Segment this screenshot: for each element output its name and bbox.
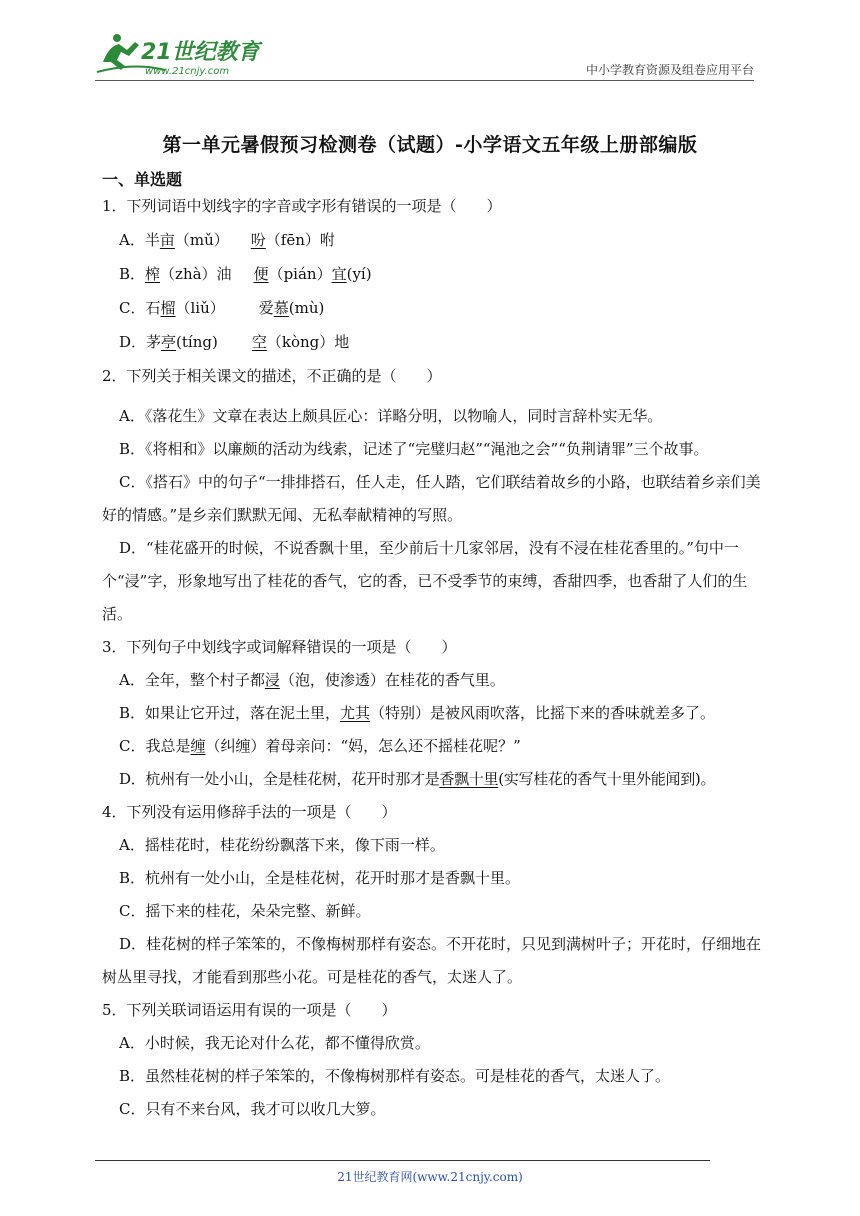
- question-3-option-c: C．我总是缠（纠缠）着母亲问：“妈，怎么还不摇桂花呢？”: [119, 737, 521, 755]
- question-4-option-c: C．摇下来的桂花，朵朵完整、新鲜。: [119, 902, 371, 920]
- svg-text:21世纪教育: 21世纪教育: [141, 40, 260, 65]
- question-4-option-a: A．摇桂花时，桂花纷纷飘落下来，像下雨一样。: [119, 836, 445, 854]
- page-title: 第一单元暑假预习检测卷（试题）-小学语文五年级上册部编版: [162, 134, 698, 156]
- question-5-option-a: A．小时候，我无论对什么花，都不懂得欣赏。: [119, 1034, 430, 1052]
- site-logo: [95, 32, 265, 80]
- question-5-option-b: B．虽然桂花树的样子笨笨的，不像梅树那样有姿态。可是桂花的香气，太迷人了。: [119, 1067, 671, 1085]
- question-4-option-b: B．杭州有一处小山，全是桂花树，花开时那才是香飘十里。: [119, 869, 521, 887]
- question-2-option-b: B．《将相和》以廉颇的活动为线索，记述了“完璧归赵”“渑池之会”“负荆请罪”三个故事。: [119, 440, 709, 458]
- question-2-option-c: C．《搭石》中的句子“一排排搭石，任人走，任人踏，它们联结着故乡的小路，也联结着乡亲们美好的情感。”是乡亲们默默无闻、无私奉献精神的写照。: [102, 473, 761, 524]
- header-divider: [95, 80, 754, 81]
- question-2-stem: 2．下列关于相关课文的描述，不正确的是（ ）: [102, 367, 442, 385]
- question-4-option-d: D．桂花树的样子笨笨的，不像梅树那样有姿态。不开花时，只见到满树叶子；开花时，仔细地在树丛里寻找，才能看到那些小花。可是桂花的香气，太迷人了。: [102, 935, 762, 986]
- platform-name: 中小学教育资源及组卷应用平台: [585, 63, 754, 77]
- footer-link[interactable]: 21世纪教育网(www.21cnjy.com): [337, 1170, 523, 1184]
- question-5-stem: 5．下列关联词语运用有误的一项是（ ）: [102, 1001, 397, 1019]
- question-1-option-b: B．榨（zhà）油 便（pián）宜(yí): [119, 265, 372, 283]
- question-1-option-a: A．半亩（mǔ） 吩（fēn）咐: [119, 231, 335, 249]
- question-2-option-a: A．《落花生》文章在表达上颇具匠心：详略分明，以物喻人，同时言辞朴实无华。: [119, 407, 663, 425]
- question-4-stem: 4．下列没有运用修辞手法的一项是（ ）: [102, 803, 397, 821]
- question-1-option-d: D．茅亭(tíng) 空（kòng）地: [119, 333, 350, 351]
- question-2-option-d: D．“桂花盛开的时候，不说香飘十里，至少前后十几家邻居，没有不浸在桂花香里的。”句中一个“浸”字，形象地写出了桂花的香气，它的香，已不受季节的束缚，香甜四季，也香甜了人们的生活。: [102, 539, 748, 623]
- question-list: [102, 196, 770, 1126]
- question-1-option-c: C．石榴（liǔ） 爱慕(mù): [119, 299, 325, 317]
- question-3-option-b: B．如果让它开过，落在泥土里，尤其（特别）是被风雨吹落，比摇下来的香味就差多了。: [119, 704, 716, 722]
- question-3-stem: 3．下列句子中划线字或词解释错误的一项是（ ）: [102, 638, 457, 656]
- question-3-option-a: A．全年，整个村子都浸（泡，使渗透）在桂花的香气里。: [119, 671, 505, 689]
- page-header: [0, 0, 860, 90]
- question-3-option-d: D．杭州有一处小山，全是桂花树，花开时那才是香飘十里(实写桂花的香气十里外能闻到)。: [119, 770, 716, 788]
- question-5-option-c: C．只有不来台风，我才可以收几大箩。: [119, 1100, 386, 1118]
- section-heading: 一、单选题: [102, 170, 183, 189]
- question-1-stem: 1．下列词语中划线字的字音或字形有错误的一项是（ ）: [102, 197, 502, 215]
- svg-text:www.21cnjy.com: www.21cnjy.com: [145, 66, 230, 77]
- footer-divider: [95, 1160, 710, 1161]
